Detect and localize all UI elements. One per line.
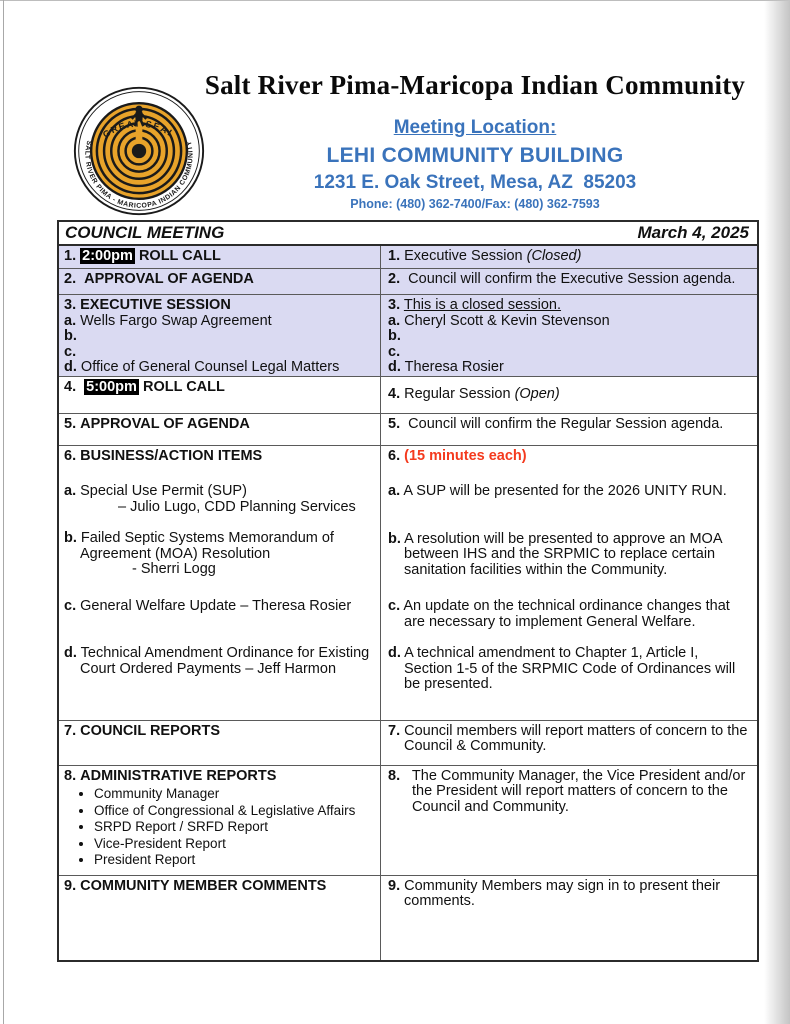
agenda-row-8 — [59, 766, 757, 876]
item-title: APPROVAL OF AGENDA — [80, 415, 250, 432]
meeting-location-label: Meeting Location: — [393, 117, 557, 138]
description-text: Council will confirm the Executive Session agenda. — [408, 271, 736, 287]
list-item: • Vice-President Report — [94, 836, 374, 853]
line: b. — [388, 328, 401, 344]
description-text: Executive Session — [404, 248, 523, 264]
item-number: 1. — [64, 248, 77, 264]
page-title: Salt River Pima-Maricopa Indian Community — [204, 70, 746, 100]
agenda-row-4 — [59, 377, 757, 414]
duration-note: (15 minutes each) — [404, 447, 527, 464]
meeting-type-title: COUNCIL MEETING — [65, 223, 225, 242]
description-text: Community Members may sign in to present their comments. — [404, 877, 721, 909]
session-status: (Closed) — [526, 248, 582, 264]
seal-top-text: GREAT SEAL — [100, 118, 178, 140]
row1-description — [381, 246, 757, 268]
item-title: COUNCIL REPORTS — [80, 722, 221, 739]
row6-items — [59, 446, 381, 720]
row5-description — [381, 414, 757, 445]
item-title: APPROVAL OF AGENDA — [84, 271, 254, 287]
business-item-a: a. Special Use Permit (SUP) – Julio Lugo, CDD Planning Services — [64, 484, 374, 515]
page-edge-left — [3, 0, 4, 1024]
row8-description — [381, 766, 757, 875]
item-title: ADMINISTRATIVE REPORTS — [80, 767, 277, 784]
agenda-row-9 — [59, 876, 757, 960]
row5-item — [59, 414, 381, 445]
item-number: 2. — [388, 271, 401, 287]
item-number: 7. — [64, 722, 77, 739]
line: c. — [64, 343, 77, 360]
item-number: 2. — [64, 271, 77, 287]
line: d. Theresa Rosier — [388, 359, 504, 375]
list-item: • Community Manager — [94, 786, 374, 803]
building-name: LEHI COMMUNITY BUILDING — [326, 144, 624, 167]
business-item-c: c. General Welfare Update – Theresa Rosier — [64, 597, 352, 614]
agenda-row-2 — [59, 269, 757, 295]
row3-description — [381, 295, 757, 376]
row4-description — [381, 377, 757, 413]
agenda-row-1 — [59, 246, 757, 269]
phone-fax-line: Phone: (480) 362-7400/Fax: (480) 362-7593 — [350, 197, 600, 211]
list-item: • Office of Congressional & Legislative Affairs — [94, 803, 374, 820]
row7-description — [381, 721, 757, 765]
item-number: 4. — [64, 378, 77, 395]
agenda-row-7 — [59, 721, 757, 766]
row9-item — [59, 876, 381, 960]
description-text: Regular Session — [404, 385, 511, 402]
item-title: ROLL CALL — [142, 378, 225, 395]
row3-item — [59, 295, 381, 376]
seal-ring-text: SALT RIVER PIMA - MARICOPA INDIAN COMMUNITY — [83, 139, 195, 210]
street-address: 1231 E. Oak Street, Mesa, AZ 85203 — [313, 172, 637, 193]
item-number: 5. — [64, 415, 77, 432]
agenda-row-3 — [59, 295, 757, 377]
report-list — [64, 786, 374, 869]
time-highlight: 2:00pm — [82, 248, 133, 264]
description-d: d. A technical amendment to Chapter 1, Article I, Section 1-5 of the SRPMIC Code of Ordinances will be presented. — [388, 645, 736, 692]
agenda-table — [57, 220, 759, 962]
description-a: a. A SUP will be presented for the 2026 UNITY RUN. — [388, 483, 727, 499]
item-title: COMMUNITY MEMBER COMMENTS — [80, 877, 327, 894]
item-number: 8. — [64, 767, 77, 784]
document-header — [170, 70, 780, 211]
time-highlight: 5:00pm — [86, 378, 137, 395]
item-number: 9. — [64, 877, 77, 894]
row8-item — [59, 766, 381, 875]
description-text: Council members will report matters of concern to the Council & Community. — [404, 722, 748, 754]
list-item: • President Report — [94, 852, 374, 869]
description-c: c. An update on the technical ordinance changes that are necessary to implement General Welfare. — [388, 598, 730, 630]
item-number: 8. — [388, 767, 401, 784]
presenter-line: – Julio Lugo, CDD Planning Services — [118, 498, 356, 515]
business-item-b: b. Failed Septic Systems Memorandum of Agreement (MOA) Resolution - Sherri Logg — [64, 531, 374, 578]
agenda-row-5 — [59, 414, 757, 446]
row9-description — [381, 876, 757, 960]
list-item: • SRPD Report / SRFD Report — [94, 819, 374, 836]
row2-description — [381, 269, 757, 294]
item-number: 5. — [388, 415, 401, 432]
item-number: 4. — [388, 385, 401, 402]
session-status: (Open) — [514, 385, 560, 402]
agenda-row-6 — [59, 446, 757, 721]
meeting-date: March 4, 2025 — [637, 223, 749, 242]
agenda-table-header — [59, 222, 757, 246]
description-text: Council will confirm the Regular Session agenda. — [408, 415, 724, 432]
line: b. — [64, 328, 77, 344]
line: 3. EXECUTIVE SESSION — [64, 297, 231, 313]
row7-item — [59, 721, 381, 765]
line: a. Wells Fargo Swap Agreement — [64, 312, 272, 329]
line: d. Office of General Counsel Legal Matters — [64, 359, 340, 375]
line: a. Cheryl Scott & Kevin Stevenson — [388, 312, 610, 329]
item-number: 9. — [388, 877, 401, 894]
item-number: 1. — [388, 248, 401, 264]
presenter-line: - Sherri Logg — [132, 561, 216, 577]
page-edge-top — [0, 0, 790, 1]
row6-descriptions — [381, 446, 757, 720]
item-title: ROLL CALL — [138, 248, 221, 264]
section-note: 6. (15 minutes each) — [388, 447, 527, 464]
line: 3. This is a closed session. — [388, 297, 562, 313]
row4-item — [59, 377, 381, 413]
description-b: b. A resolution will be presented to approve an MOA between IHS and the SRPMIC to replace certain sanitation facilities within the Community. — [388, 530, 722, 578]
item-number: 7. — [388, 722, 401, 739]
business-item-d: d. Technical Amendment Ordinance for Existing Court Ordered Payments – Jeff Harmon — [64, 645, 370, 677]
description-text: The Community Manager, the Vice President and/or the President will report matters of concern to the Council and Community. — [411, 767, 746, 815]
line: c. — [388, 343, 401, 360]
row1-item — [59, 246, 381, 268]
section-title: 6. BUSINESS/ACTION ITEMS — [64, 447, 263, 464]
row2-item — [59, 269, 381, 294]
